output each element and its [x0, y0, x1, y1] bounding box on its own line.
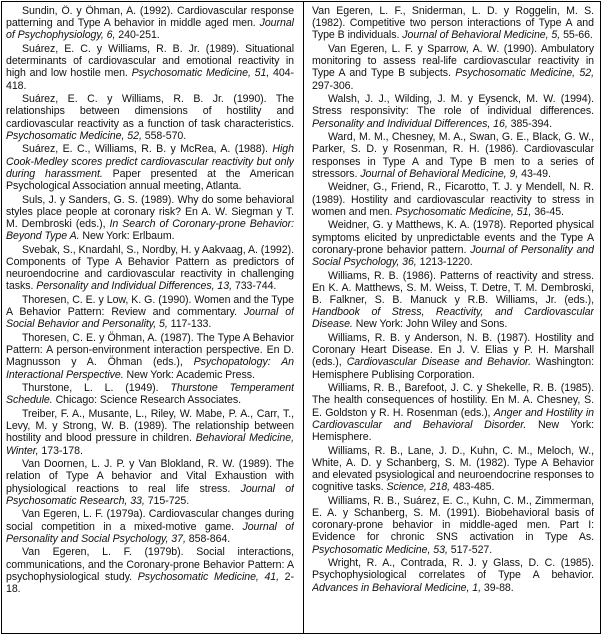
reference-text: Van Egeren, L. F. (1979a). Cardiovascular changes during social competition in a mixed-motive game. [6, 508, 294, 533]
reference-text: Van Egeren, L. F., Sniderman, L. D. y Roggelin, M. S. (1982). Competitive two person interactions of Type A and Type B individuals. [312, 5, 594, 42]
reference-pages: 385-394. [507, 117, 553, 130]
reference-entry [6, 408, 294, 457]
reference-source-italic: In Search of Coronary-prone Behavior: Beyond Type A. [6, 218, 294, 243]
reference-pages: 55-66. [560, 29, 593, 42]
reference-text: Weidner, G., Friend, R., Ficarotto, T. J. y Mendell, N. R. (1989). Hostility and cardiovascular reactivity to stress in women and men. [312, 181, 594, 218]
reference-text: Thoresen, C. E. y Low, K. G. (1990). Women and the Type A Behavior Pattern: Review and commentary. [6, 294, 294, 319]
reference-text: Sundin, Ö. y Öhman, A. (1992). Cardiovascular response patterning and Type A behavior in middle aged men. [6, 5, 294, 30]
reference-pages: Washington: Hemisphere Publising Corporation. [312, 356, 594, 381]
reference-entry [312, 219, 594, 268]
reference-source-italic: Science, 218, [386, 481, 451, 494]
reference-text: Suárez, E. C. y Williams, R. B. Jr. (1989). Situational determinants of cardiovascular and emotional reactivity in high and low hostile men. [6, 43, 294, 80]
reference-entry [312, 93, 594, 130]
reference-entry [6, 43, 294, 92]
reference-entry [6, 332, 294, 381]
reference-source-italic: Cardiovascular Disease and Behavior. [346, 356, 532, 369]
reference-text: Williams, R. B., Suárez, E. C., Kuhn, C. M., Zimmerman, E. A. y Schanberg, S. M. (1991). Biobehavioral basis of coronary-prone behavior in middle-aged men. Part I: Evidence for chronic SNS activation in Type As. [312, 494, 594, 544]
reference-pages: New York: Hemisphere. [312, 418, 594, 444]
reference-source-italic: Handbook of Stress, Reactivity, and Cardiovascular Disease. [312, 306, 594, 331]
reference-column-right [312, 5, 594, 631]
reference-source-italic: Psychosomatic Medicine, 51, [131, 67, 270, 80]
reference-pages: 558-570. [141, 129, 187, 142]
reference-text: Van Egeren, L. F. (1979b). Social interactions, communications, and the Coronary-prone Behavior Pattern: A psychophysiological study. [6, 546, 294, 583]
reference-text: Suárez, E. C. y Williams, R. B. Jr. (1990). The relationships between dimensions of hostility and cardiovascular reactivity as a function of task characteristics. [6, 93, 294, 130]
reference-entry [312, 270, 594, 331]
reference-pages: Chicago: Science Research Associates. [52, 394, 241, 407]
reference-pages: 297-306. [312, 79, 354, 92]
reference-text: Svebak, S., Knardahl, S., Nordby, H. y Aakvaag, A. (1992). Components of Type A Behavior Pattern as predictors of neuroendocrine and cardiovascular reactivity in challenging tasks. [6, 243, 294, 293]
reference-pages: New York: John Wiley and Sons. [352, 318, 508, 331]
reference-entry [6, 93, 294, 142]
reference-source-italic: Advances in Behavioral Medicine, 1, [312, 581, 482, 594]
reference-entry [312, 557, 594, 594]
reference-text: Suls, J. y Sanders, G. S. (1989). Why do some behavioral styles place people at coronary risk? En A. W. Siegman y T. M. Dembroski (eds.), [6, 193, 294, 231]
reference-source-italic: Psychopatology: An Interactional Perspective. [6, 356, 294, 381]
reference-text: Williams, R. B., Barefoot, J. C. y Shekelle, R. B. (1985). The health consequences of hostility. En M. A. Chesney, S. E. Goldston y R. H. Rosenman (eds.), [312, 382, 594, 419]
reference-pages: 2-18. [6, 570, 294, 596]
reference-pages: 404-418. [6, 67, 294, 92]
reference-pages: 715-725. [144, 494, 190, 507]
reference-entry [6, 194, 294, 243]
reference-entry [6, 143, 294, 192]
reference-entry [6, 382, 294, 406]
reference-entry [6, 244, 294, 293]
reference-source-italic: Journal of Personality and Social Psychology, 37, [6, 520, 294, 545]
reference-pages: 517-527. [447, 543, 493, 556]
reference-source-italic: Journal of Social Behavior and Personality, 5, [6, 306, 294, 331]
reference-column-left [6, 5, 294, 631]
reference-text: Van Doornen, L. J. P. y Van Blokland, R. W. (1989). The relation of Type A behavior and Vital Exhaustion with physiological reactions to real life stress. [6, 458, 294, 495]
reference-source-italic: Psychosomatic Medicine, 52, [6, 129, 142, 142]
reference-source-italic: Psychosomatic Medicine, 51, [395, 205, 532, 218]
reference-source-italic: Journal of Behavioral Medicine, 9, [360, 167, 519, 180]
reference-text: Treiber, F. A., Musante, L., Riley, W. Mabe, P. A., Carr, T., Levy, M. y Strong, W. B. (1989). The relationship between hostility and blood pressure in children. [6, 408, 294, 445]
reference-text: Williams, R. B. y Anderson, N. B. (1987). Hostility and Coronary Heart Disease. En J. V. Elias y P. H. Marshall (eds.), [312, 332, 594, 369]
reference-pages: New York: Academic Press. [123, 368, 255, 381]
reference-text: Thoresen, C. E. y Öhman, A. (1987). The Type A Behavior Pattern: A person-environment interaction perspective. En D. Magnusson y A. Öhman (eds.), [6, 332, 294, 369]
column-divider [303, 2, 304, 633]
reference-pages: New York: Erlbaum. [79, 230, 175, 243]
reference-text: Williams, R. B., Lane, J. D., Kuhn, C. M., Meloch, W., White, A. D. y Schanberg, S. M. (1982). Type A Behavior and elevated psysiological and neuroendocrine responses to cognitive tasks. [312, 444, 594, 494]
reference-source-italic: Anger and Hostility in Cardiovascular and Behavioral Disorder. [312, 406, 594, 431]
reference-source-italic: High Cook-Medley scores predict cardiovascular reactivity but only during harassment. [6, 143, 294, 180]
reference-pages: 36-45. [531, 205, 564, 218]
reference-entry [6, 508, 294, 545]
reference-pages: 240-251. [115, 29, 160, 42]
reference-pages: 173-178. [38, 444, 83, 457]
reference-source-italic: Thurstone Temperament Schedule. [6, 382, 294, 407]
reference-pages: 1213-1220. [416, 256, 473, 269]
reference-text: Wright, R. A., Contrada, R. J. y Glass, D. C. (1985). Psychophysiological correlates of Type A behavior. [312, 557, 594, 582]
reference-entry [6, 458, 294, 507]
document-page [1, 1, 601, 634]
reference-pages: 43-49. [518, 167, 551, 180]
reference-text: Weidner, G. y Matthews, K. A. (1978). Reported physical symptoms elicited by unpredictable events and the Type A coronary-prone behavior pattern. [312, 219, 594, 256]
reference-pages: 733-744. [231, 280, 277, 293]
reference-entry [312, 495, 594, 556]
reference-pages: 483-485. [450, 481, 495, 494]
reference-source-italic: Psychosomatic Medicine, 53, [312, 543, 448, 556]
reference-entry [6, 294, 294, 331]
reference-source-italic: Journal of Psychophysiology, 6, [6, 17, 294, 42]
reference-source-italic: Journal of Personality and Social Psychology, 36, [312, 243, 594, 269]
reference-entry [312, 43, 594, 92]
reference-text: Ward, M. M., Chesney, M. A., Swan, G. E., Black, G. W., Parker, S. D. y Rosenman, R. H. (1986). Cardiovascular responses in Type A and Type B men to a series of stressors. [312, 131, 594, 180]
reference-pages: 117-133. [167, 318, 212, 331]
reference-entry [312, 5, 594, 42]
reference-pages: Paper presented at the American Psychological Association annual meeting, Atlanta. [6, 167, 294, 193]
reference-entry [312, 382, 594, 443]
reference-source-italic: Personality and Individual Differences, 16, [312, 117, 508, 130]
reference-source-italic: Journal of Behavioral Medicine, 5, [402, 29, 561, 42]
reference-text: Thurstone, L. L. (1949). [22, 382, 171, 395]
reference-source-italic: Behavioral Medicine, Winter, [6, 432, 294, 457]
reference-pages: 39-88. [481, 581, 514, 594]
reference-source-italic: Personality and Individual Differences, 13, [36, 280, 232, 293]
reference-entry [6, 5, 294, 42]
reference-text: Williams, R. B. (1986). Patterns of reactivity and stress. En K. A. Matthews, S. M. Weiss, T. Detre, T. M. Dembroski, B. Falkner, S. B. Manuck y R.B. Williams, Jr. (eds.), [312, 269, 594, 307]
reference-entry [6, 546, 294, 595]
reference-text: Van Egeren, L. F. y Sparrow, A. W. (1990). Ambulatory monitoring to assess real-life cardiovascular reactivity in Type A and Type B subjects. [312, 43, 594, 80]
reference-source-italic: Psychosomatic Medicine, 41, [137, 570, 280, 583]
reference-entry [312, 131, 594, 180]
reference-text: Suárez, E. C., Williams, R. B. y McRea, A. (1988). [22, 143, 273, 156]
reference-source-italic: Journal of Psychosomatic Research, 33, [6, 482, 294, 507]
reference-text: Walsh, J. J., Wilding, J. M. y Eysenck, M. W. (1994). Stress responsivity: The role of individual differences. [312, 93, 594, 118]
reference-entry [312, 332, 594, 381]
reference-pages: 858-864. [185, 532, 231, 545]
reference-entry [312, 181, 594, 218]
reference-entry [312, 445, 594, 494]
reference-source-italic: Psychosomatic Medicine, 52, [455, 67, 594, 80]
